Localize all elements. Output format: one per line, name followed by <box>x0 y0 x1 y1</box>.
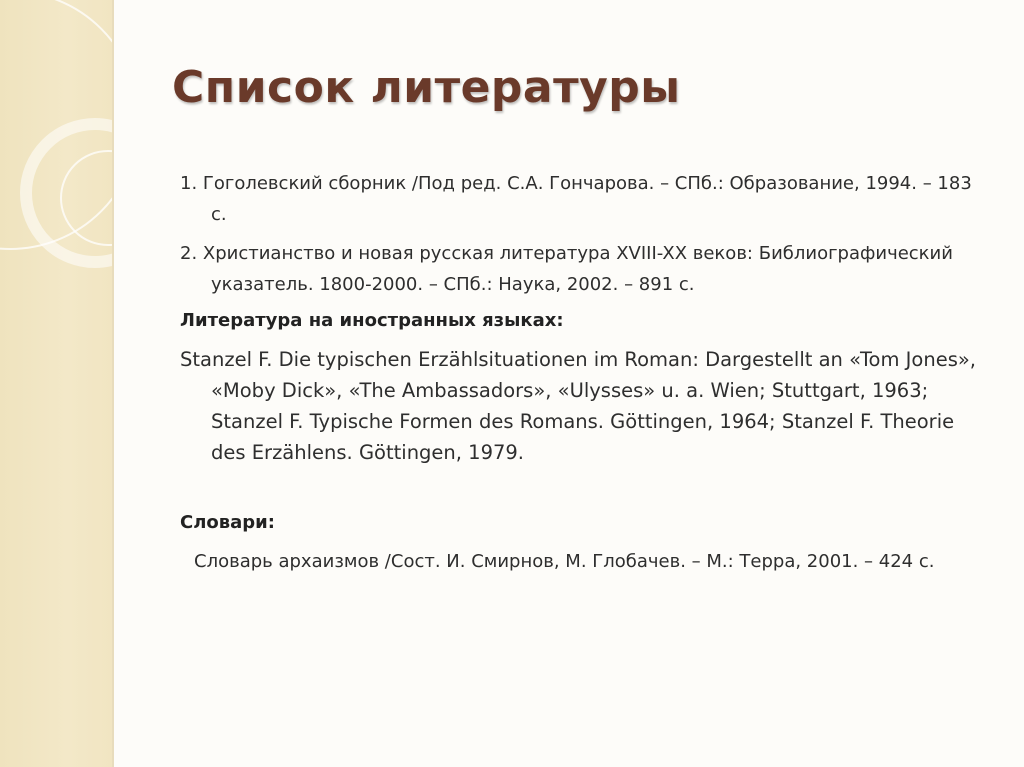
slide-title: Список литературы <box>172 62 681 113</box>
foreign-literature-heading: Литература на иностранных языках: <box>180 310 564 331</box>
bibliography-entry-2: 2. Христианство и новая русская литература XVIII-XX веков: Библиографический указатель. 1800-2000. – СПб.: Наука, 2002. – 891 с. <box>180 243 953 295</box>
dictionary-entry: Словарь архаизмов /Сост. И. Смирнов, М. Глобачев. – М.: Терра, 2001. – 424 с. <box>194 551 935 572</box>
band-divider <box>112 0 114 767</box>
bibliography-list <box>180 168 980 585</box>
bibliography-entry-1: 1. Гоголевский сборник /Под ред. С.А. Гончарова. – СПб.: Образование, 1994. – 183 с. <box>180 173 972 225</box>
foreign-literature-entry: Stanzel F. Die typischen Erzählsituationen im Roman: Dargestellt an «Tom Jones», «Moby Dick», «The Ambassadors», «Ulysses» u. a. Wien; Stuttgart, 1963; Stanzel F. Typische Formen des Romans. Göttingen, 1964; Stanzel F. Theorie des Erzählens. Göttingen, 1979. <box>180 348 977 464</box>
dictionaries-heading: Словари: <box>180 512 275 533</box>
decorative-side-band <box>0 0 112 767</box>
section-spacer <box>180 476 980 504</box>
